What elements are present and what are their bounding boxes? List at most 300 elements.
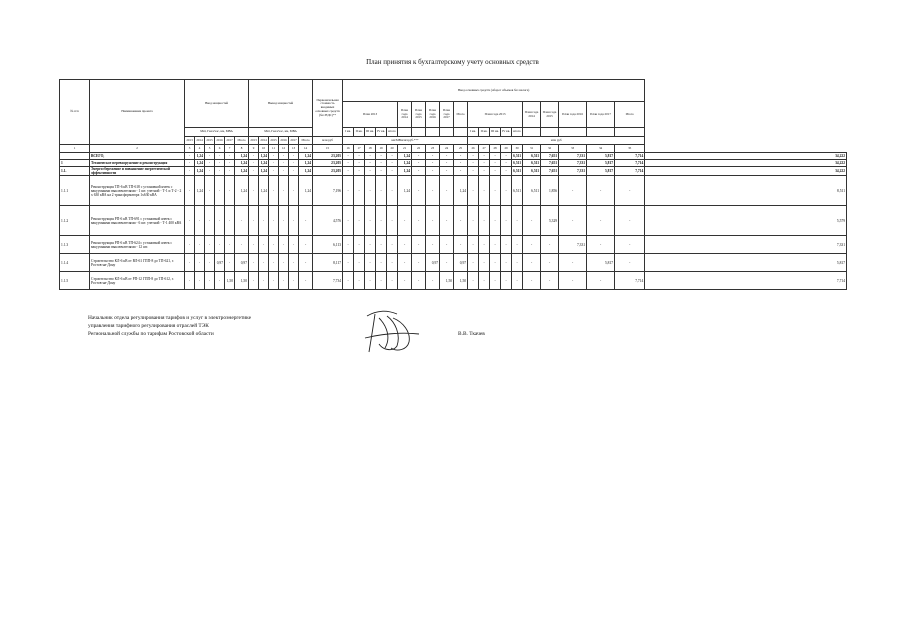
row-value: - [468, 176, 479, 206]
row-value: - [235, 236, 249, 254]
row-value: - [412, 167, 426, 176]
row-value: 8,511 [645, 176, 847, 206]
column-index: 30 [512, 145, 523, 153]
row-value: - [587, 206, 615, 236]
row-value: - [512, 254, 523, 272]
row-value: 7,196 [313, 176, 343, 206]
column-index: 20 [387, 145, 398, 153]
header-asset-input: Ввод основных средств (оборот объемов без налога) [343, 80, 645, 102]
row-value: - [215, 272, 225, 290]
row-value: - [185, 254, 195, 272]
row-value: - [225, 176, 235, 206]
header-blank [559, 128, 587, 137]
row-value: - [376, 167, 387, 176]
signatory-name: В.В. Ткачев [458, 331, 485, 337]
row-value: 6,511 [523, 160, 541, 167]
column-index: 5 [205, 145, 215, 153]
signatory-position [88, 314, 251, 339]
row-value: - [615, 176, 645, 206]
row-value: - [269, 153, 279, 160]
row-value: - [541, 254, 559, 272]
row-value: - [215, 206, 225, 236]
row-value: 5,817 [587, 254, 615, 272]
row-value: - [541, 236, 559, 254]
row-value: 1,24 [195, 176, 205, 206]
row-value: - [523, 236, 541, 254]
row-value: 7,331 [559, 160, 587, 167]
header-total-b: Итого [615, 102, 645, 128]
row-value: - [354, 206, 365, 236]
row-value: - [279, 160, 289, 167]
row-value: - [343, 206, 354, 236]
row-value: - [490, 206, 501, 236]
row-value: - [490, 176, 501, 206]
row-value: - [468, 167, 479, 176]
header-output-power: Вывод мощностей [249, 80, 313, 128]
row-value: 7,714 [615, 160, 645, 167]
row-value: 0,97 [235, 254, 249, 272]
row-value: - [185, 160, 195, 167]
row-value: 6,511 [523, 176, 541, 206]
row-value: 7,714 [615, 153, 645, 160]
row-value: - [225, 254, 235, 272]
row-value: 7,331 [559, 236, 587, 254]
header-quarter-b-3: III кв. [490, 128, 501, 137]
row-value: - [343, 160, 354, 167]
row-number: 1 [60, 160, 90, 167]
row-value: - [259, 272, 269, 290]
row-value: 7,714 [615, 167, 645, 176]
row-value: - [426, 206, 440, 236]
row-value: - [479, 272, 490, 290]
row-value: - [387, 167, 398, 176]
column-index: 28 [490, 145, 501, 153]
row-value: - [501, 160, 512, 167]
column-index: 4 [195, 145, 205, 153]
row-value: - [387, 206, 398, 236]
row-value: - [299, 236, 313, 254]
row-value: - [426, 272, 440, 290]
row-value: 1,24 [398, 160, 412, 167]
header-blank [440, 128, 454, 137]
row-value: - [398, 254, 412, 272]
column-index: 7 [225, 145, 235, 153]
row-value: 8,117 [313, 254, 343, 272]
row-value: - [412, 153, 426, 160]
header-plan-2015: План года 2015 [412, 102, 426, 128]
row-value: - [615, 206, 645, 236]
row-number: 1.1.4 [60, 254, 90, 272]
column-index: 16 [343, 145, 354, 153]
column-index: 13 [289, 145, 299, 153]
header-quarter-b-1: I кв. [468, 128, 479, 137]
row-value: - [205, 272, 215, 290]
row-value: - [440, 167, 454, 176]
row-value: - [365, 272, 376, 290]
row-value: - [454, 167, 468, 176]
column-index: 32 [541, 145, 559, 153]
row-value: - [205, 153, 215, 160]
column-index: 19 [376, 145, 387, 153]
row-value: - [279, 254, 289, 272]
header-quarter-4: IV кв. [376, 128, 387, 137]
row-value: - [205, 167, 215, 176]
row-value: - [376, 176, 387, 206]
row-value: - [354, 236, 365, 254]
header-blank [412, 128, 426, 137]
row-value: 5,817 [587, 160, 615, 167]
header-plan-2016: План года 2016 [426, 102, 440, 128]
row-value: - [343, 176, 354, 206]
document-title: План принятия к бухгалтерскому учету основных средств [366, 58, 539, 66]
row-value: - [426, 160, 440, 167]
row-value: - [541, 272, 559, 290]
row-value: - [289, 236, 299, 254]
column-index: 11 [269, 145, 279, 153]
row-value: - [523, 206, 541, 236]
row-project-name: Энергосбережение и повышение энергетической эффективности [90, 167, 185, 176]
row-project-name: Реконструкция РП-6 кВ ТП-691 с установкой ячеек с вакуумными выключателями - 6 шт. учетной - Т-1 400 кВА [90, 206, 185, 236]
header-plan-2017: План года 2017 [440, 102, 454, 128]
header-year-in: 2013 [185, 137, 195, 145]
header-quarter-b-5: итого [512, 128, 523, 137]
header-units-input: Мвт, Гкал/час, км, МВА [185, 128, 249, 137]
row-value: - [479, 176, 490, 206]
row-value: - [479, 153, 490, 160]
header-initial-cost: Первоначальная стоимость вводимых основных средств (без НДС)** [313, 80, 343, 137]
footer-line-3: Региональной службы по тарифам Ростовской области [88, 331, 214, 338]
header-plan-2014b: План года 2014 [523, 102, 541, 128]
row-value: - [289, 254, 299, 272]
row-value: - [468, 153, 479, 160]
row-value: 5,579 [645, 206, 847, 236]
table-row [60, 167, 847, 176]
row-value: - [269, 167, 279, 176]
row-value: - [299, 272, 313, 290]
row-value: - [269, 160, 279, 167]
row-value: 1,24 [235, 153, 249, 160]
row-value: 1,24 [259, 153, 269, 160]
header-quarter-b-2: II кв. [479, 128, 490, 137]
handwritten-signature [357, 308, 427, 356]
row-project-name: ВСЕГО, [90, 153, 185, 160]
row-value: 5,817 [587, 167, 615, 176]
row-value: - [387, 254, 398, 272]
column-index: 35 [615, 145, 645, 153]
row-project-name: Строительство КЛ-6 кВ от РП-12 ГПП-8 до ТП-612, г. Ростов-на-Дону [90, 272, 185, 290]
row-value: 1,24 [299, 167, 313, 176]
row-project-name: Реконструкция ТП-6 кВ ТП-618 с установкой ячеек с вакуумными выключателями - 1 шт. учетной - Т-1 и Т-2 - 2 х 630 кВА на 2 трансформатора 1x630 кВА [90, 176, 185, 206]
row-value: 34,222 [645, 160, 847, 167]
row-value: - [412, 272, 426, 290]
row-value: - [343, 167, 354, 176]
header-plan-year: План года 2013 [468, 102, 523, 128]
assets-plan-table [59, 79, 847, 290]
header-year-in: 2014 [195, 137, 205, 145]
row-value: - [454, 160, 468, 167]
row-value: - [343, 254, 354, 272]
row-value: - [354, 272, 365, 290]
column-index: 10 [259, 145, 269, 153]
row-value: 1,24 [235, 167, 249, 176]
row-value: - [440, 236, 454, 254]
row-value: - [376, 153, 387, 160]
header-year-out: 2014 [259, 137, 269, 145]
header-year-in: 2016 [215, 137, 225, 145]
header-blank [523, 128, 541, 137]
header-blank [587, 128, 615, 137]
row-value: - [354, 167, 365, 176]
row-value: - [279, 272, 289, 290]
row-value: 23,205 [313, 167, 343, 176]
row-value: - [426, 176, 440, 206]
row-value: - [398, 206, 412, 236]
column-index: 12 [279, 145, 289, 153]
row-value: 1,24 [259, 167, 269, 176]
row-value: - [289, 153, 299, 160]
row-value: - [559, 254, 587, 272]
column-index: 25 [454, 145, 468, 153]
row-value: 7,714 [615, 272, 645, 290]
header-units-rub: млн руб [313, 137, 343, 145]
row-value: 1,24 [259, 176, 269, 206]
header-blank [541, 128, 559, 137]
row-value: - [249, 206, 259, 236]
row-value: - [269, 272, 279, 290]
header-plan-2015b: План года 2015 [541, 102, 559, 128]
row-value: - [205, 176, 215, 206]
row-value: - [269, 254, 279, 272]
header-plan-2016b: План года 2016 [559, 102, 587, 128]
row-value: - [523, 254, 541, 272]
row-value: 1,24 [195, 167, 205, 176]
row-value: - [185, 176, 195, 206]
header-year-in: 2017 [225, 137, 235, 145]
row-value: - [479, 254, 490, 272]
row-value: - [354, 254, 365, 272]
row-value: - [440, 254, 454, 272]
column-index: 15 [313, 145, 343, 153]
row-value: 6,511 [523, 153, 541, 160]
header-plan-2014: План года 2014 [398, 102, 412, 128]
row-value: - [479, 206, 490, 236]
row-value: - [205, 254, 215, 272]
row-value: - [185, 153, 195, 160]
row-value: - [468, 272, 479, 290]
row-value: 6,113 [313, 236, 343, 254]
table-row [60, 236, 847, 254]
row-value: - [279, 167, 289, 176]
row-value: - [387, 272, 398, 290]
row-value: 1,24 [454, 176, 468, 206]
row-value: - [490, 167, 501, 176]
row-value: - [354, 176, 365, 206]
row-value: - [440, 206, 454, 236]
row-value: - [490, 160, 501, 167]
column-index: 8 [235, 145, 249, 153]
row-value: 34,222 [645, 153, 847, 160]
row-value: - [269, 176, 279, 206]
row-value: - [512, 206, 523, 236]
column-index: 21 [398, 145, 412, 153]
table-row [60, 206, 847, 236]
row-value: 6,511 [512, 176, 523, 206]
row-value: - [412, 236, 426, 254]
row-value: - [185, 167, 195, 176]
row-value: - [412, 176, 426, 206]
row-value: - [468, 160, 479, 167]
footer-line-2: управления тарифного регулирования отраслей ТЭК [88, 323, 209, 330]
row-value: - [426, 236, 440, 254]
row-value: 1,24 [235, 176, 249, 206]
row-value: - [615, 254, 645, 272]
header-plan-2017b: План года 2017 [587, 102, 615, 128]
row-number: 1.1.2 [60, 206, 90, 236]
header-plan-2013: План 2013 [343, 102, 398, 128]
row-value: - [279, 176, 289, 206]
row-value: 1,50 [235, 272, 249, 290]
row-value: - [215, 176, 225, 206]
header-year-out: Итого [299, 137, 313, 145]
index-row [60, 145, 847, 153]
footer-line-1: Начальник отдела регулирования тарифов и услуг в электроэнергетике [88, 315, 252, 321]
header-quarter-5: итого [387, 128, 398, 137]
row-value: - [299, 206, 313, 236]
header-year-out: 2017 [289, 137, 299, 145]
row-value: 5,817 [587, 153, 615, 160]
row-value: - [412, 254, 426, 272]
row-value: 5,329 [541, 206, 559, 236]
row-value: - [195, 236, 205, 254]
row-project-name: Техническое перевооружение и реконструкция [90, 160, 185, 167]
row-value: - [354, 153, 365, 160]
row-value: 1,24 [398, 153, 412, 160]
row-value: - [454, 236, 468, 254]
row-value: 1,24 [259, 160, 269, 167]
header-year-in: 2015 [205, 137, 215, 145]
column-index: 17 [354, 145, 365, 153]
row-value: - [412, 160, 426, 167]
row-value: - [587, 176, 615, 206]
row-value: - [440, 160, 454, 167]
row-value: 1,50 [440, 272, 454, 290]
header-year-out: 2013 [249, 137, 259, 145]
row-value: 1,24 [235, 160, 249, 167]
row-value: 1,24 [195, 153, 205, 160]
row-value: - [365, 176, 376, 206]
row-value: - [365, 160, 376, 167]
row-value: - [440, 153, 454, 160]
row-value: - [387, 236, 398, 254]
row-value: - [376, 206, 387, 236]
column-index: 27 [479, 145, 490, 153]
row-value: - [225, 167, 235, 176]
row-value: - [343, 153, 354, 160]
row-value: - [376, 254, 387, 272]
row-value: - [559, 272, 587, 290]
column-index: 23 [426, 145, 440, 153]
header-units-mid: км/МВА/шт.руб.*** [343, 137, 468, 145]
row-value: - [365, 236, 376, 254]
row-value: - [259, 254, 269, 272]
row-value: - [235, 206, 249, 236]
row-value: - [479, 236, 490, 254]
row-value: - [501, 254, 512, 272]
row-value: - [398, 236, 412, 254]
header-blank [454, 128, 468, 137]
row-value: - [215, 167, 225, 176]
header-total: Итого [454, 102, 468, 128]
row-value: 7,651 [541, 160, 559, 167]
row-value: - [249, 176, 259, 206]
row-value: 7,331 [559, 153, 587, 160]
row-value: 7,331 [559, 167, 587, 176]
row-value: 1,50 [225, 272, 235, 290]
row-value: 1,24 [299, 176, 313, 206]
row-value: - [479, 160, 490, 167]
row-value: - [225, 236, 235, 254]
table-row [60, 176, 847, 206]
row-value: - [376, 272, 387, 290]
row-value: - [269, 206, 279, 236]
row-value: - [279, 206, 289, 236]
column-index: 9 [249, 145, 259, 153]
row-value: - [501, 167, 512, 176]
row-value: - [490, 254, 501, 272]
row-value: - [259, 236, 269, 254]
row-value: - [289, 176, 299, 206]
row-value: - [205, 236, 215, 254]
row-value: 7,651 [541, 167, 559, 176]
row-value: 23,205 [313, 153, 343, 160]
row-value: - [354, 160, 365, 167]
column-index: 18 [365, 145, 376, 153]
row-value: - [225, 206, 235, 236]
row-value: - [615, 236, 645, 254]
row-value: - [289, 272, 299, 290]
row-value: - [512, 236, 523, 254]
row-value: - [559, 206, 587, 236]
row-value: - [479, 167, 490, 176]
column-index: 14 [299, 145, 313, 153]
row-value: - [195, 272, 205, 290]
row-value: - [398, 272, 412, 290]
row-value: 5,817 [645, 254, 847, 272]
row-value: - [225, 153, 235, 160]
header-quarter-3: III кв. [365, 128, 376, 137]
column-index: 34 [587, 145, 615, 153]
row-value: - [426, 167, 440, 176]
row-value: - [249, 236, 259, 254]
row-value: 1,24 [398, 176, 412, 206]
header-year-out: 2016 [279, 137, 289, 145]
row-value: - [468, 206, 479, 236]
column-index: 6 [215, 145, 225, 153]
row-number: 1.1.1 [60, 176, 90, 206]
column-index: 33 [559, 145, 587, 153]
row-value: - [387, 153, 398, 160]
row-value: 1,24 [195, 160, 205, 167]
row-value: - [279, 236, 289, 254]
column-index: 3 [185, 145, 195, 153]
header-year-in: Итого [235, 137, 249, 145]
header-units-right: млн руб [468, 137, 645, 145]
row-value: - [387, 160, 398, 167]
row-value: - [249, 153, 259, 160]
row-value: - [259, 206, 269, 236]
row-value: - [215, 153, 225, 160]
row-value: - [468, 254, 479, 272]
